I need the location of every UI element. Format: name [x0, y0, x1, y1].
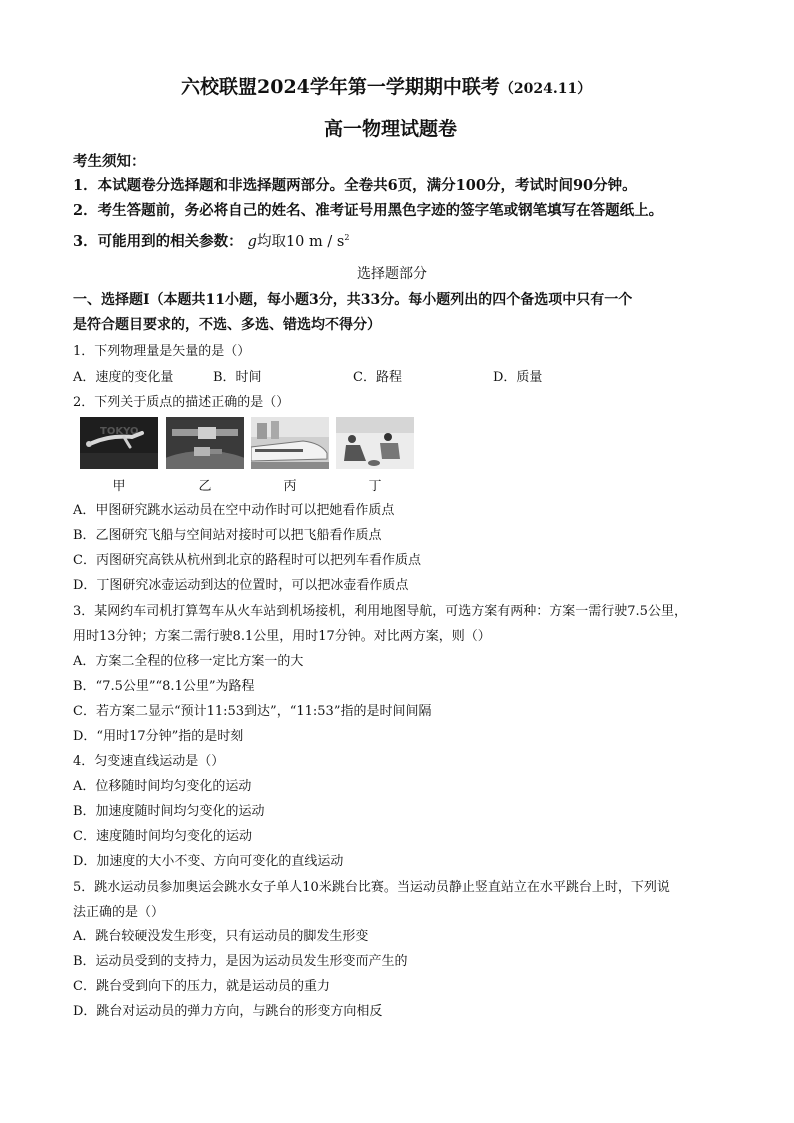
exam-date: （2024.11）: [499, 81, 592, 97]
diver-image: [80, 417, 158, 469]
notice-item-1: 1．本试题卷分选择题和非选择题两部分。全卷共6页，满分100分，考试时间90分钟。: [73, 177, 637, 194]
q3-stem-line1: 3．某网约车司机打算驾车从火车站到机场接机，利用地图导航，可选方案有两种：方案一需行驶7.5公里，: [73, 604, 687, 619]
q1-option-a: A．速度的变化量: [73, 370, 174, 385]
part1-heading-line1: 一、选择题Ⅰ（本题共11小题，每小题3分，共33分。每小题列出的四个备选项中只有一个: [73, 292, 633, 308]
curling-image: [336, 417, 414, 469]
q1-stem: 1．下列物理量是矢量的是（）: [73, 344, 251, 359]
photo-curling: [336, 417, 414, 469]
q1-option-c: C．路程: [353, 370, 402, 385]
q5-option-a: A．跳台较硬没发生形变，只有运动员的脚发生形变: [73, 929, 369, 944]
notice-item-3: [73, 230, 349, 251]
g-value: 均取10 m / s: [256, 234, 345, 250]
q3-option-c: C．若方案二显示“预计11:53到达”，“11:53”指的是时间间隔: [73, 704, 432, 719]
q1-option-d: D．质量: [493, 370, 543, 385]
q5-stem-line2: 法正确的是（）: [73, 905, 165, 920]
q1-option-b: B．时间: [213, 370, 262, 385]
g-exponent: 2: [344, 233, 350, 243]
part1-heading-line2: 是符合题目要求的，不选、多选、错选均不得分）: [73, 317, 381, 333]
g-symbol: g: [247, 234, 257, 250]
q5-option-c: C．跳台受到向下的压力，就是运动员的重力: [73, 979, 330, 994]
q4-option-d: D．加速度的大小不变、方向可变化的直线运动: [73, 854, 344, 869]
q3-option-a: A．方案二全程的位移一定比方案一的大: [73, 654, 304, 669]
spacecraft-image: [166, 417, 244, 469]
exam-subtitle: 高一物理试题卷: [324, 118, 458, 140]
exam-title-main: 六校联盟2024学年第一学期期中联考: [181, 76, 500, 98]
q3-option-d: D．“用时17分钟”指的是时刻: [73, 729, 244, 744]
caption-yi: 乙: [198, 479, 212, 494]
notice-heading: 考生须知：: [73, 153, 146, 170]
q5-option-d: D．跳台对运动员的弹力方向，与跳台的形变方向相反: [73, 1004, 383, 1019]
notice-item-3-label: 3．可能用到的相关参数：: [73, 233, 243, 250]
notice-item-2: 2．考生答题前，务必将自己的姓名、准考证号用黑色字迹的签字笔或钢笔填写在答题纸上。: [73, 202, 664, 219]
q3-stem-line2: 用时13分钟；方案二需行驶8.1公里，用时17分钟。对比两方案，则（）: [73, 629, 491, 644]
q2-stem: 2．下列关于质点的描述正确的是（）: [73, 395, 290, 410]
caption-jia: 甲: [112, 479, 126, 494]
q5-option-b: B．运动员受到的支持力，是因为运动员发生形变而产生的: [73, 954, 408, 969]
q4-option-b: B．加速度随时间均匀变化的运动: [73, 804, 265, 819]
q2-option-b: B．乙图研究飞船与空间站对接时可以把飞船看作质点: [73, 528, 382, 543]
q2-option-a: A．甲图研究跳水运动员在空中动作时可以把她看作质点: [73, 503, 395, 518]
photo-train: [251, 417, 329, 469]
section-title: 选择题部分: [357, 266, 427, 282]
q4-option-c: C．速度随时间均匀变化的运动: [73, 829, 252, 844]
photo-diver: [80, 417, 158, 469]
caption-bing: 丙: [283, 479, 297, 494]
q2-option-d: D．丁图研究冰壶运动到达的位置时，可以把冰壶看作质点: [73, 578, 409, 593]
train-image: [251, 417, 329, 469]
q4-option-a: A．位移随时间均匀变化的运动: [73, 779, 252, 794]
q2-option-c: C．丙图研究高铁从杭州到北京的路程时可以把列车看作质点: [73, 553, 421, 568]
caption-ding: 丁: [368, 479, 382, 494]
q4-stem: 4．匀变速直线运动是（）: [73, 754, 225, 769]
exam-title: [181, 72, 591, 99]
q5-stem-line1: 5．跳水运动员参加奥运会跳水女子单人10米跳台比赛。当运动员静止竖直站立在水平跳台上时，下列说: [73, 880, 670, 895]
photo-spacecraft: [166, 417, 244, 469]
q3-option-b: B．“7.5公里”“8.1公里”为路程: [73, 679, 255, 694]
tokyo-logo: TOKYO: [100, 426, 139, 437]
